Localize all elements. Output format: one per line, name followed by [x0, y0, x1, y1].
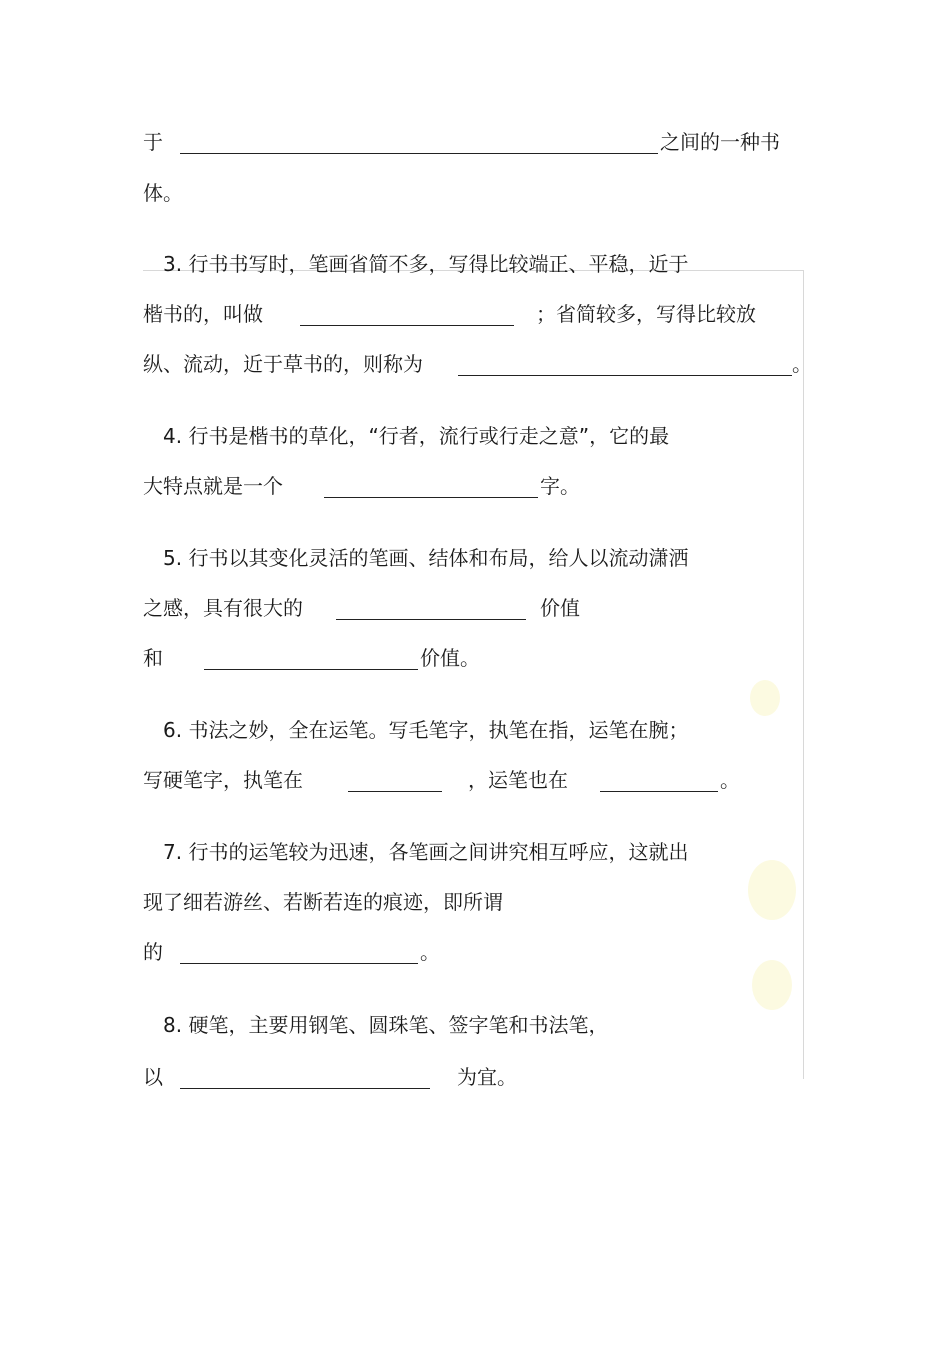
background-stain: [748, 860, 796, 920]
q3-line3-prefix: 纵、流动，近于草书的，则称为: [143, 352, 423, 376]
q3-line1: 3. 行书书写时，笔画省简不多，写得比较端正、平稳，近于: [163, 252, 689, 276]
background-stain: [752, 960, 792, 1010]
q8-line2-prefix: 以: [143, 1065, 163, 1089]
q7-line3-suffix: 。: [420, 940, 440, 964]
q6-line2-suffix: 。: [720, 768, 740, 792]
q4-line1: 4. 行书是楷书的草化，“行者，流行或行走之意”，它的最: [163, 424, 670, 448]
q7-blank[interactable]: [180, 963, 418, 964]
q8-blank[interactable]: [180, 1088, 430, 1089]
q7-line3-prefix: 的: [143, 940, 163, 964]
q6-line2-prefix: 写硬笔字，执笔在: [143, 768, 303, 792]
q5-line2-prefix: 之感，具有很大的: [143, 596, 303, 620]
q5-line2-suffix: 价值: [540, 596, 580, 620]
q4-line2-prefix: 大特点就是一个: [143, 474, 283, 498]
q3-blank-2[interactable]: [458, 375, 792, 376]
q4-line2-suffix: 字。: [540, 474, 580, 498]
q5-blank-1[interactable]: [336, 619, 526, 620]
q7-line2: 现了细若游丝、若断若连的痕迹，即所谓: [143, 890, 503, 914]
q6-blank-1[interactable]: [348, 791, 442, 792]
q5-line3-prefix: 和: [143, 646, 163, 670]
q2-line1-prefix: 于: [143, 130, 163, 154]
q2-line1-suffix: 之间的一种书: [660, 130, 780, 154]
q3-line3-suffix: 。: [792, 352, 812, 376]
q3-line2-suffix: ；省简较多，写得比较放: [536, 302, 756, 326]
q6-line1: 6. 书法之妙，全在运笔。写毛笔字，执笔在指，运笔在腕；: [163, 718, 689, 742]
q8-line1: 8. 硬笔，主要用钢笔、圆珠笔、签字笔和书法笔，: [163, 1013, 609, 1037]
q6-blank-2[interactable]: [600, 791, 718, 792]
background-stain: [750, 680, 780, 716]
q3-line2-prefix: 楷书的，叫做: [143, 302, 263, 326]
q2-blank[interactable]: [180, 153, 658, 154]
q5-blank-2[interactable]: [204, 669, 418, 670]
q5-line3-suffix: 价值。: [420, 646, 480, 670]
q4-blank[interactable]: [324, 497, 538, 498]
q3-blank-1[interactable]: [300, 325, 514, 326]
q5-line1: 5. 行书以其变化灵活的笔画、结体和布局，给人以流动潇洒: [163, 546, 689, 570]
q2-line2: 体。: [143, 181, 183, 205]
q7-line1: 7. 行书的运笔较为迅速，各笔画之间讲究相互呼应，这就出: [163, 840, 689, 864]
page-border-frame: [143, 270, 804, 1079]
q6-line2-middle: ，运笔也在: [468, 768, 568, 792]
q8-line2-suffix: 为宜。: [457, 1065, 517, 1089]
